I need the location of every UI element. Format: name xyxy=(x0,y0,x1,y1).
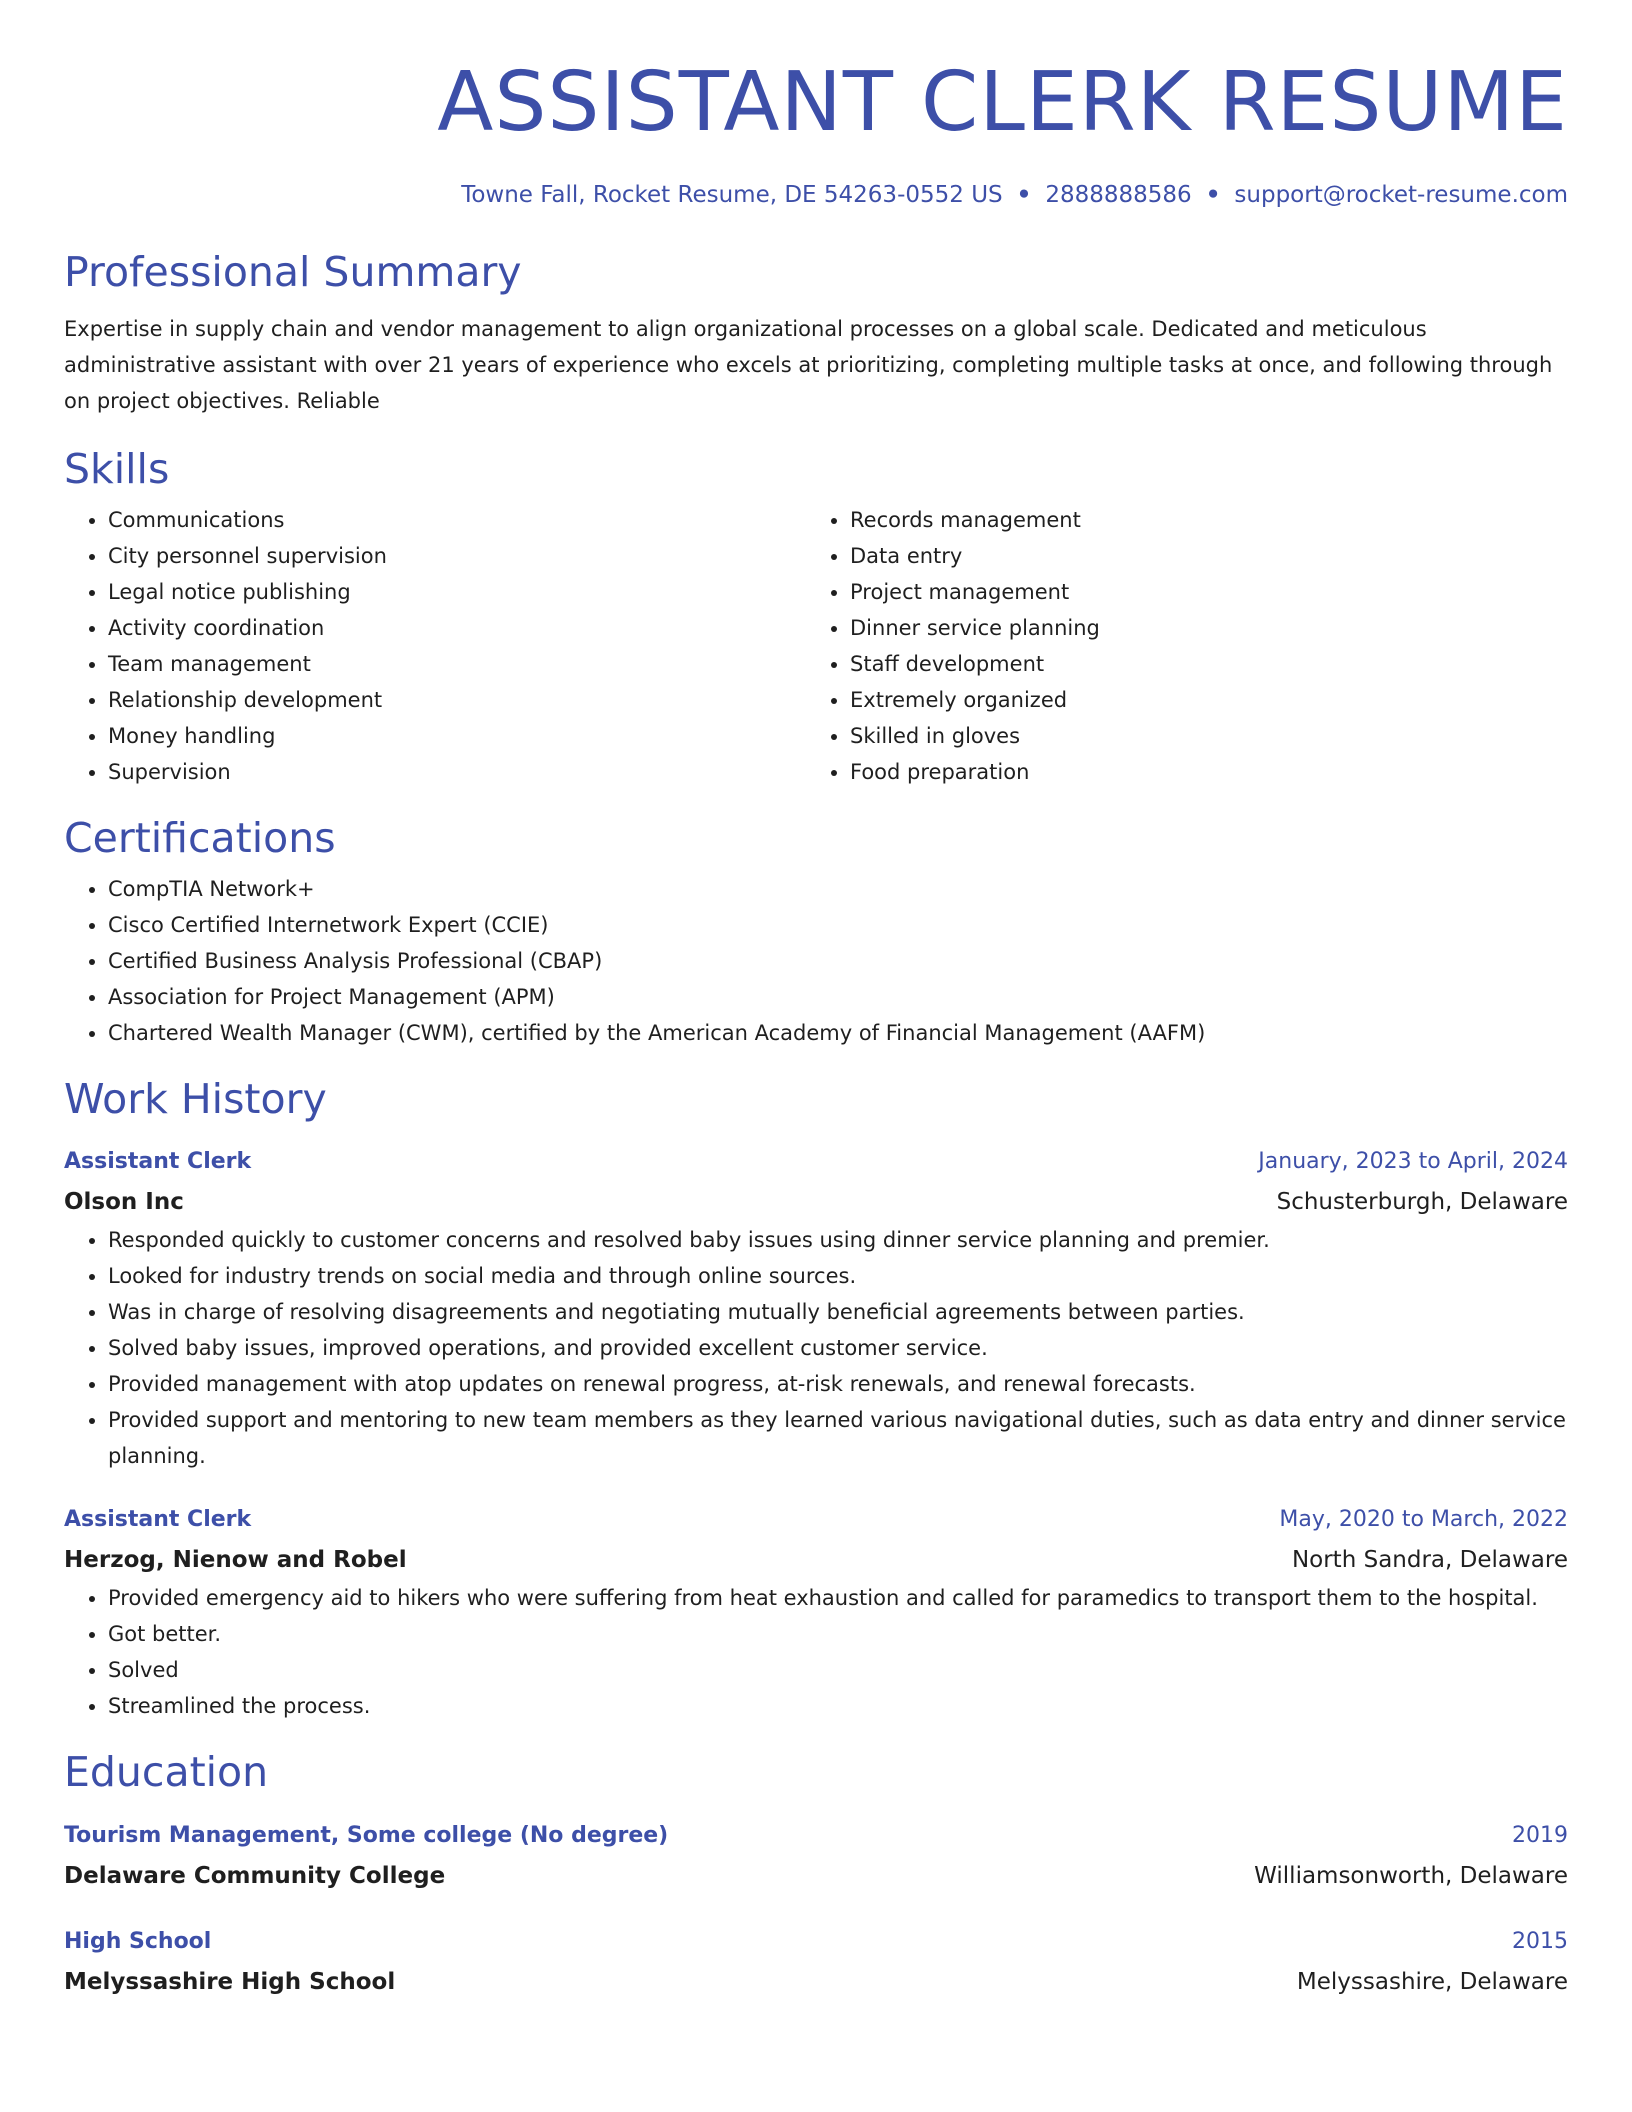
skill-item: • City personnel supervision xyxy=(108,538,806,574)
education-year: 2015 xyxy=(1512,1928,1568,1954)
contact-separator: • xyxy=(1016,182,1032,208)
skill-item: • Legal notice publishing xyxy=(108,574,806,610)
summary-heading: Professional Summary xyxy=(64,247,522,296)
education-entry xyxy=(64,1922,1568,2002)
skill-item: • Relationship development xyxy=(108,682,806,718)
certification-item: • CompTIA Network+ xyxy=(108,871,1568,907)
education-degree-row xyxy=(64,1922,1568,1962)
contact-email: support@rocket-resume.com xyxy=(1234,182,1568,208)
job-dates: January, 2023 to April, 2024 xyxy=(1258,1149,1568,1175)
skill-item: • Food preparation xyxy=(850,754,1548,790)
job-bullet: • Provided support and mentoring to new team members as they learned various navigational duties, such as data entry and dinner service planning. xyxy=(108,1402,1568,1474)
resume-title: ASSISTANT CLERK RESUME xyxy=(437,55,1568,150)
certifications-section xyxy=(64,814,1568,1051)
job-bullet: • Was in charge of resolving disagreements and negotiating mutually beneficial agreements between parties. xyxy=(108,1294,1568,1330)
skill-item: • Team management xyxy=(108,646,806,682)
skill-item: • Communications xyxy=(108,502,806,538)
job-bullet: • Provided emergency aid to hikers who were suffering from heat exhaustion and called for paramedics to transport them to the hospital. xyxy=(108,1580,1568,1616)
job-bullet: • Got better. xyxy=(108,1616,1568,1652)
work-history-section xyxy=(64,1075,1568,1724)
education-school: Melyssashire High School xyxy=(64,1968,396,1995)
certifications-heading: Certifications xyxy=(64,813,336,862)
education-school-row xyxy=(64,1962,1568,2002)
job-bullet: • Solved xyxy=(108,1652,1568,1688)
education-school: Delaware Community College xyxy=(64,1862,446,1889)
education-school-row xyxy=(64,1856,1568,1896)
skills-columns xyxy=(64,502,1568,790)
job-bullet: • Responded quickly to customer concerns and resolved baby issues using dinner service planning and premier. xyxy=(108,1222,1568,1258)
contact-line xyxy=(64,182,1568,210)
job-bullet: • Solved baby issues, improved operations, and provided excellent customer service. xyxy=(108,1330,1568,1366)
contact-separator: • xyxy=(1205,182,1221,208)
job-entry xyxy=(64,1500,1568,1724)
education-location: Williamsonworth, Delaware xyxy=(1254,1862,1568,1889)
education-entry xyxy=(64,1816,1568,1896)
education-degree: High School xyxy=(64,1928,212,1954)
summary-text: Expertise in supply chain and vendor management to align organizational processes on a global scale. Dedicated and meticulous administrative assistant with over 21 years of experience who excels at prioritizing, completing multiple tasks at once, and following through on project objectives. Reliable xyxy=(64,316,1553,413)
skill-item: • Extremely organized xyxy=(850,682,1548,718)
skill-item: • Supervision xyxy=(108,754,806,790)
job-company-row xyxy=(64,1182,1568,1222)
contact-address: Towne Fall, Rocket Resume, DE 54263-0552 US xyxy=(461,182,1003,208)
job-company: Herzog, Nienow and Robel xyxy=(64,1547,407,1574)
education-section xyxy=(64,1748,1568,2001)
skill-item: • Money handling xyxy=(108,718,806,754)
skills-column-right xyxy=(806,502,1548,790)
certification-item: • Certified Business Analysis Professional (CBAP) xyxy=(108,943,1568,979)
skill-item: • Project management xyxy=(850,574,1548,610)
skill-item: • Staff development xyxy=(850,646,1548,682)
education-degree-row xyxy=(64,1816,1568,1856)
job-title-row xyxy=(64,1500,1568,1540)
contact-phone: 2888888586 xyxy=(1045,182,1192,208)
job-bullet: • Streamlined the process. xyxy=(108,1688,1568,1724)
certification-item: • Cisco Certified Internetwork Expert (CCIE) xyxy=(108,907,1568,943)
skill-item: • Dinner service planning xyxy=(850,610,1548,646)
resume-page xyxy=(64,0,1568,2002)
job-entry xyxy=(64,1142,1568,1474)
job-location: North Sandra, Delaware xyxy=(1291,1547,1568,1574)
job-location: Schusterburgh, Delaware xyxy=(1276,1189,1568,1216)
job-company-row xyxy=(64,1540,1568,1580)
job-company: Olson Inc xyxy=(64,1189,184,1216)
skill-item: • Records management xyxy=(850,502,1548,538)
skill-item: • Activity coordination xyxy=(108,610,806,646)
education-location: Melyssashire, Delaware xyxy=(1296,1968,1568,1995)
skills-column-left xyxy=(64,502,806,790)
job-title: Assistant Clerk xyxy=(64,1507,252,1533)
education-heading: Education xyxy=(64,1748,269,1797)
job-title: Assistant Clerk xyxy=(64,1149,252,1175)
certification-item: • Chartered Wealth Manager (CWM), certified by the American Academy of Financial Management (AAFM) xyxy=(108,1015,1568,1051)
skill-item: • Data entry xyxy=(850,538,1548,574)
job-dates: May, 2020 to March, 2022 xyxy=(1279,1507,1568,1533)
job-bullet: • Looked for industry trends on social media and through online sources. xyxy=(108,1258,1568,1294)
skills-section xyxy=(64,445,1568,790)
skills-heading: Skills xyxy=(64,444,170,493)
education-degree: Tourism Management, Some college (No degree) xyxy=(64,1822,669,1848)
work-history-heading: Work History xyxy=(64,1075,327,1124)
certification-item: • Association for Project Management (APM) xyxy=(108,979,1568,1015)
skill-item: • Skilled in gloves xyxy=(850,718,1548,754)
summary-section xyxy=(64,248,1568,419)
job-bullet: • Provided management with atop updates on renewal progress, at-risk renewals, and renewal forecasts. xyxy=(108,1366,1568,1402)
job-title-row xyxy=(64,1142,1568,1182)
education-year: 2019 xyxy=(1512,1822,1568,1848)
